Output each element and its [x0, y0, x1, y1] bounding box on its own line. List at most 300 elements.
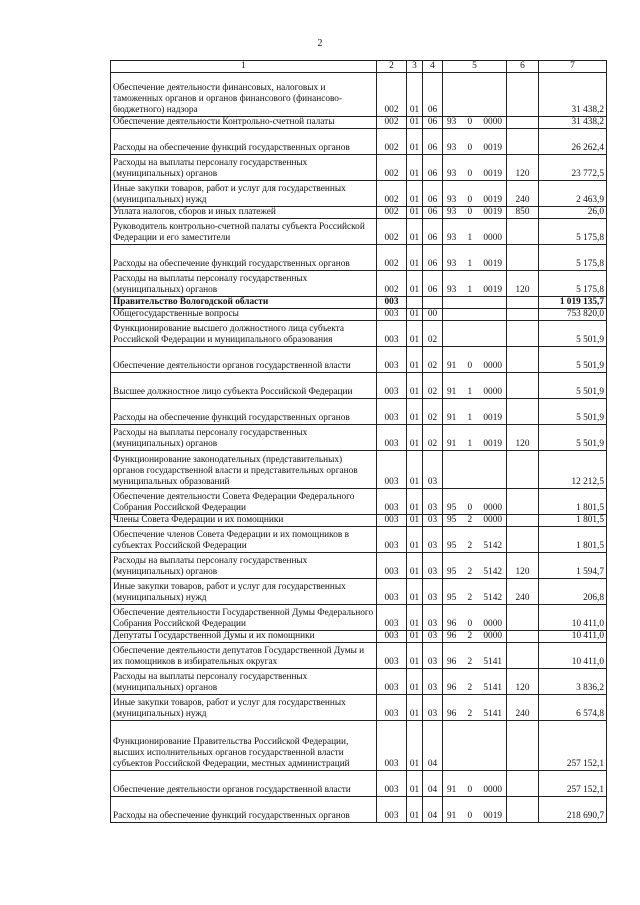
row-article [443, 643, 507, 669]
table-row [111, 399, 607, 425]
row-article-num: 0000 [483, 515, 502, 525]
row-article-sub: 0 [467, 619, 473, 629]
row-pr: 06 [423, 117, 443, 129]
row-name: Обеспечение деятельности финансовых, налоговых и таможенных органов и органов финансового (финансово-бюджетного) надзора [111, 73, 377, 117]
row-article-num: 0000 [483, 631, 502, 641]
row-sum: 5 501,9 [539, 347, 607, 373]
table-row [111, 451, 607, 489]
row-article-num: 0019 [483, 207, 502, 217]
row-article-prog: 91 [447, 785, 457, 795]
row-pr: 03 [423, 631, 443, 643]
row-rz: 01 [407, 695, 423, 721]
row-pr: 04 [423, 721, 443, 771]
table-row [111, 321, 607, 347]
row-article-sub: 2 [467, 541, 473, 551]
row-article-sub: 1 [467, 285, 473, 295]
row-rz: 01 [407, 721, 423, 771]
row-vr [507, 631, 539, 643]
row-vr [507, 347, 539, 373]
row-article-num: 0019 [483, 285, 502, 295]
row-article [443, 669, 507, 695]
row-vr [507, 771, 539, 797]
row-vr [507, 515, 539, 527]
table-row [111, 129, 607, 155]
row-pr: 06 [423, 207, 443, 219]
table-row [111, 527, 607, 553]
row-pr: 06 [423, 245, 443, 271]
row-pr: 03 [423, 553, 443, 579]
row-vr [507, 797, 539, 823]
row-article-prog: 93 [447, 143, 457, 153]
row-article [443, 219, 507, 245]
row-rz: 01 [407, 73, 423, 117]
row-vr [507, 73, 539, 117]
row-article-num: 0000 [483, 117, 502, 127]
row-name: Уплата налогов, сборов и иных платежей [111, 207, 377, 219]
row-pr: 03 [423, 669, 443, 695]
row-article-prog: 95 [447, 503, 457, 513]
row-article-sub: 0 [467, 361, 473, 371]
row-rz: 01 [407, 553, 423, 579]
header-cell: 7 [539, 61, 607, 73]
row-pr: 02 [423, 347, 443, 373]
row-article-num: 5142 [483, 541, 502, 551]
row-name: Иные закупки товаров, работ и услуг для государственных (муниципальных) нужд [111, 181, 377, 207]
row-rz: 01 [407, 399, 423, 425]
row-article-num: 0019 [483, 259, 502, 269]
row-vd: 002 [377, 245, 407, 271]
row-vd: 003 [377, 373, 407, 399]
row-name: Функционирование законодательных (представительных) органов государственной власти и представительных органов муниципальных образований [111, 451, 377, 489]
row-name: Правительство Вологодской области [111, 297, 377, 309]
row-article [443, 425, 507, 451]
row-rz: 01 [407, 797, 423, 823]
table-row [111, 579, 607, 605]
table-row [111, 643, 607, 669]
row-article-prog: 96 [447, 631, 457, 641]
row-article-sub: 0 [467, 117, 473, 127]
row-vd: 003 [377, 489, 407, 515]
row-sum: 5 501,9 [539, 399, 607, 425]
row-vr [507, 219, 539, 245]
row-vr [507, 721, 539, 771]
row-vr: 120 [507, 155, 539, 181]
row-rz: 01 [407, 771, 423, 797]
row-vd: 003 [377, 695, 407, 721]
row-article-prog: 91 [447, 361, 457, 371]
row-name: Функционирование Правительства Российской Федерации, высших исполнительных органов государственной власти субъектов Российской Федерации, местных администраций [111, 721, 377, 771]
row-article-prog: 93 [447, 169, 457, 179]
row-rz: 01 [407, 605, 423, 631]
row-article-prog: 95 [447, 593, 457, 603]
row-sum: 1 801,5 [539, 515, 607, 527]
row-name: Расходы на выплаты персоналу государственных (муниципальных) органов [111, 155, 377, 181]
row-rz: 01 [407, 219, 423, 245]
row-article-prog: 93 [447, 259, 457, 269]
row-sum: 1 801,5 [539, 527, 607, 553]
row-article-sub: 0 [467, 207, 473, 217]
row-name: Обеспечение деятельности органов государственной власти [111, 771, 377, 797]
row-vd: 003 [377, 643, 407, 669]
row-rz: 01 [407, 489, 423, 515]
row-article [443, 73, 507, 117]
row-article-prog: 93 [447, 285, 457, 295]
row-rz: 01 [407, 643, 423, 669]
row-article-num: 0000 [483, 619, 502, 629]
row-name: Функционирование высшего должностного лица субъекта Российской Федерации и муниципального образования [111, 321, 377, 347]
table-row [111, 515, 607, 527]
row-article-sub: 2 [467, 709, 473, 719]
row-rz: 01 [407, 245, 423, 271]
row-article-prog: 95 [447, 541, 457, 551]
row-article-sub: 1 [467, 439, 473, 449]
row-article-num: 0019 [483, 413, 502, 423]
row-rz: 01 [407, 129, 423, 155]
row-rz: 01 [407, 321, 423, 347]
row-article [443, 579, 507, 605]
row-pr: 03 [423, 515, 443, 527]
table-row [111, 309, 607, 321]
row-name: Расходы на выплаты персоналу государственных (муниципальных) органов [111, 669, 377, 695]
table-row [111, 797, 607, 823]
row-vd: 003 [377, 579, 407, 605]
table-row [111, 347, 607, 373]
row-article-prog: 95 [447, 515, 457, 525]
row-article [443, 309, 507, 321]
table-row [111, 207, 607, 219]
row-pr: 06 [423, 73, 443, 117]
row-article-sub: 1 [467, 413, 473, 423]
row-article-prog: 96 [447, 619, 457, 629]
row-pr: 00 [423, 309, 443, 321]
row-rz: 01 [407, 155, 423, 181]
header-row [111, 61, 607, 73]
row-article [443, 207, 507, 219]
row-name: Расходы на обеспечение функций государственных органов [111, 399, 377, 425]
row-name: Обеспечение деятельности Государственной Думы Федерального Собрания Российской Федерации [111, 605, 377, 631]
row-sum: 1 019 135,7 [539, 297, 607, 309]
row-article [443, 631, 507, 643]
row-vr [507, 451, 539, 489]
row-rz: 01 [407, 579, 423, 605]
row-vr [507, 309, 539, 321]
row-article-sub: 1 [467, 259, 473, 269]
row-vd: 002 [377, 129, 407, 155]
row-article-num: 5142 [483, 567, 502, 577]
row-article-prog: 95 [447, 567, 457, 577]
row-vr: 240 [507, 579, 539, 605]
row-pr: 06 [423, 129, 443, 155]
row-vd: 003 [377, 527, 407, 553]
row-article [443, 181, 507, 207]
table-row [111, 117, 607, 129]
row-vd: 002 [377, 271, 407, 297]
row-vr [507, 643, 539, 669]
row-article-prog: 93 [447, 117, 457, 127]
row-sum: 257 152,1 [539, 721, 607, 771]
row-article [443, 797, 507, 823]
row-name: Иные закупки товаров, работ и услуг для государственных (муниципальных) нужд [111, 579, 377, 605]
row-sum: 2 463,9 [539, 181, 607, 207]
row-name: Обеспечение членов Совета Федерации и их помощников в субъектах Российской Федерации [111, 527, 377, 553]
row-vd: 003 [377, 321, 407, 347]
row-vd: 003 [377, 605, 407, 631]
row-sum: 1 801,5 [539, 489, 607, 515]
row-vd: 003 [377, 797, 407, 823]
row-name: Обеспечение деятельности Контрольно-счетной палаты [111, 117, 377, 129]
row-article-num: 5141 [483, 709, 502, 719]
row-article [443, 117, 507, 129]
row-article [443, 373, 507, 399]
row-sum: 5 175,8 [539, 219, 607, 245]
row-vd: 003 [377, 451, 407, 489]
row-vr [507, 321, 539, 347]
row-name: Обеспечение деятельности депутатов Государственной Думы и их помощников в избирательных округах [111, 643, 377, 669]
row-article-prog: 96 [447, 657, 457, 667]
row-name: Расходы на выплаты персоналу государственных (муниципальных) органов [111, 271, 377, 297]
row-article [443, 605, 507, 631]
row-article-prog: 91 [447, 439, 457, 449]
row-article-prog: 93 [447, 195, 457, 205]
row-article-num: 0000 [483, 785, 502, 795]
header-cell: 3 [407, 61, 423, 73]
row-article [443, 527, 507, 553]
row-name: Расходы на выплаты персоналу государственных (муниципальных) органов [111, 425, 377, 451]
table-row [111, 631, 607, 643]
table-row [111, 669, 607, 695]
row-rz: 01 [407, 309, 423, 321]
row-name: Расходы на выплаты персоналу государственных (муниципальных) органов [111, 553, 377, 579]
row-name: Иные закупки товаров, работ и услуг для государственных (муниципальных) нужд [111, 695, 377, 721]
row-sum: 26 262,4 [539, 129, 607, 155]
row-vd: 002 [377, 219, 407, 245]
row-article-sub: 0 [467, 811, 473, 821]
row-rz: 01 [407, 347, 423, 373]
row-rz: 01 [407, 515, 423, 527]
row-sum: 12 212,5 [539, 451, 607, 489]
row-vd: 003 [377, 669, 407, 695]
row-vd: 003 [377, 297, 407, 309]
row-article-sub: 0 [467, 143, 473, 153]
row-sum: 206,8 [539, 579, 607, 605]
row-article [443, 321, 507, 347]
header-cell: 6 [507, 61, 539, 73]
row-vd: 003 [377, 721, 407, 771]
row-rz: 01 [407, 425, 423, 451]
table-row [111, 553, 607, 579]
row-pr: 06 [423, 271, 443, 297]
row-article-sub: 0 [467, 785, 473, 795]
row-rz: 01 [407, 631, 423, 643]
row-article-num: 5142 [483, 593, 502, 603]
row-vr [507, 489, 539, 515]
row-pr: 03 [423, 489, 443, 515]
row-vr [507, 129, 539, 155]
table-row [111, 721, 607, 771]
row-name: Руководитель контрольно-счетной палаты субъекта Российской Федерации и его заместители [111, 219, 377, 245]
page-number: 2 [317, 38, 323, 49]
header-cell: 1 [111, 61, 377, 73]
row-vr: 120 [507, 271, 539, 297]
row-sum: 3 836,2 [539, 669, 607, 695]
row-sum: 26,0 [539, 207, 607, 219]
row-article-num: 0000 [483, 503, 502, 513]
row-pr: 06 [423, 181, 443, 207]
row-sum: 10 411,0 [539, 643, 607, 669]
row-article-sub: 0 [467, 503, 473, 513]
row-rz: 01 [407, 451, 423, 489]
table-row [111, 219, 607, 245]
row-vr [507, 297, 539, 309]
row-name: Обеспечение деятельности Совета Федерации Федерального Собрания Российской Федерации [111, 489, 377, 515]
row-vd: 002 [377, 181, 407, 207]
row-vd: 003 [377, 515, 407, 527]
row-sum: 31 438,2 [539, 117, 607, 129]
row-vd: 003 [377, 553, 407, 579]
row-article-prog: 91 [447, 413, 457, 423]
row-article-num: 0000 [483, 387, 502, 397]
row-vr: 850 [507, 207, 539, 219]
row-pr: 03 [423, 643, 443, 669]
row-article-prog: 91 [447, 387, 457, 397]
row-article-prog: 96 [447, 709, 457, 719]
row-article-prog: 93 [447, 207, 457, 217]
row-article-sub: 2 [467, 593, 473, 603]
table-row [111, 605, 607, 631]
row-article-prog: 96 [447, 683, 457, 693]
row-sum: 10 411,0 [539, 631, 607, 643]
row-vr: 120 [507, 669, 539, 695]
row-article-prog: 93 [447, 233, 457, 243]
row-pr: 02 [423, 399, 443, 425]
row-rz: 01 [407, 207, 423, 219]
row-sum: 5 501,9 [539, 425, 607, 451]
row-article [443, 297, 507, 309]
row-article-num: 0019 [483, 811, 502, 821]
row-article [443, 129, 507, 155]
row-pr [423, 297, 443, 309]
row-sum: 5 501,9 [539, 321, 607, 347]
row-name: Обеспечение деятельности органов государственной власти [111, 347, 377, 373]
row-sum: 5 501,9 [539, 373, 607, 399]
row-pr: 02 [423, 321, 443, 347]
row-article [443, 451, 507, 489]
row-sum: 1 594,7 [539, 553, 607, 579]
table-row [111, 271, 607, 297]
row-article [443, 155, 507, 181]
row-pr: 03 [423, 527, 443, 553]
row-vr [507, 117, 539, 129]
row-article [443, 553, 507, 579]
row-article-num: 0019 [483, 169, 502, 179]
row-article-sub: 1 [467, 387, 473, 397]
row-article-num: 0000 [483, 233, 502, 243]
row-sum: 23 772,5 [539, 155, 607, 181]
row-article [443, 515, 507, 527]
row-sum: 10 411,0 [539, 605, 607, 631]
table-row [111, 297, 607, 309]
row-vd: 003 [377, 631, 407, 643]
budget-table [110, 60, 607, 823]
row-vd: 003 [377, 399, 407, 425]
row-article-num: 0000 [483, 361, 502, 371]
row-sum: 257 152,1 [539, 771, 607, 797]
row-article-num: 0019 [483, 195, 502, 205]
row-rz: 01 [407, 181, 423, 207]
row-sum: 5 175,8 [539, 271, 607, 297]
row-pr: 02 [423, 373, 443, 399]
row-article [443, 347, 507, 373]
row-vr [507, 373, 539, 399]
table-row [111, 245, 607, 271]
row-vd: 002 [377, 207, 407, 219]
row-pr: 02 [423, 425, 443, 451]
row-rz: 01 [407, 271, 423, 297]
row-vr: 240 [507, 181, 539, 207]
header-cell: 5 [443, 61, 507, 73]
row-pr: 04 [423, 771, 443, 797]
row-sum: 218 690,7 [539, 797, 607, 823]
row-sum: 31 438,2 [539, 73, 607, 117]
row-name: Члены Совета Федерации и их помощники [111, 515, 377, 527]
row-name: Расходы на обеспечение функций государственных органов [111, 245, 377, 271]
row-sum: 753 820,0 [539, 309, 607, 321]
row-vd: 002 [377, 117, 407, 129]
row-name: Депутаты Государственной Думы и их помощники [111, 631, 377, 643]
row-article-sub: 2 [467, 567, 473, 577]
row-article [443, 271, 507, 297]
row-rz [407, 297, 423, 309]
table-row [111, 695, 607, 721]
row-pr: 03 [423, 579, 443, 605]
row-pr: 06 [423, 219, 443, 245]
row-article-prog: 91 [447, 811, 457, 821]
table-row [111, 373, 607, 399]
row-name: Расходы на обеспечение функций государственных органов [111, 797, 377, 823]
table-row [111, 181, 607, 207]
row-article [443, 489, 507, 515]
row-article-sub: 2 [467, 515, 473, 525]
row-article [443, 771, 507, 797]
row-vr: 120 [507, 553, 539, 579]
row-vd: 003 [377, 771, 407, 797]
row-article-num: 0019 [483, 143, 502, 153]
row-rz: 01 [407, 527, 423, 553]
row-rz: 01 [407, 117, 423, 129]
row-sum: 6 574,8 [539, 695, 607, 721]
row-vd: 003 [377, 425, 407, 451]
row-pr: 03 [423, 451, 443, 489]
row-pr: 04 [423, 797, 443, 823]
row-name: Высшее должностное лицо субъекта Российской Федерации [111, 373, 377, 399]
row-vr [507, 399, 539, 425]
row-article-sub: 2 [467, 631, 473, 641]
table-row [111, 425, 607, 451]
row-name: Общегосударственные вопросы [111, 309, 377, 321]
row-vr: 240 [507, 695, 539, 721]
row-vr [507, 245, 539, 271]
header-cell: 4 [423, 61, 443, 73]
table-row [111, 155, 607, 181]
row-vr [507, 605, 539, 631]
row-rz: 01 [407, 373, 423, 399]
row-article [443, 695, 507, 721]
row-article-num: 5141 [483, 657, 502, 667]
row-vd: 002 [377, 155, 407, 181]
row-article-sub: 1 [467, 233, 473, 243]
row-article-sub: 2 [467, 657, 473, 667]
row-pr: 03 [423, 695, 443, 721]
